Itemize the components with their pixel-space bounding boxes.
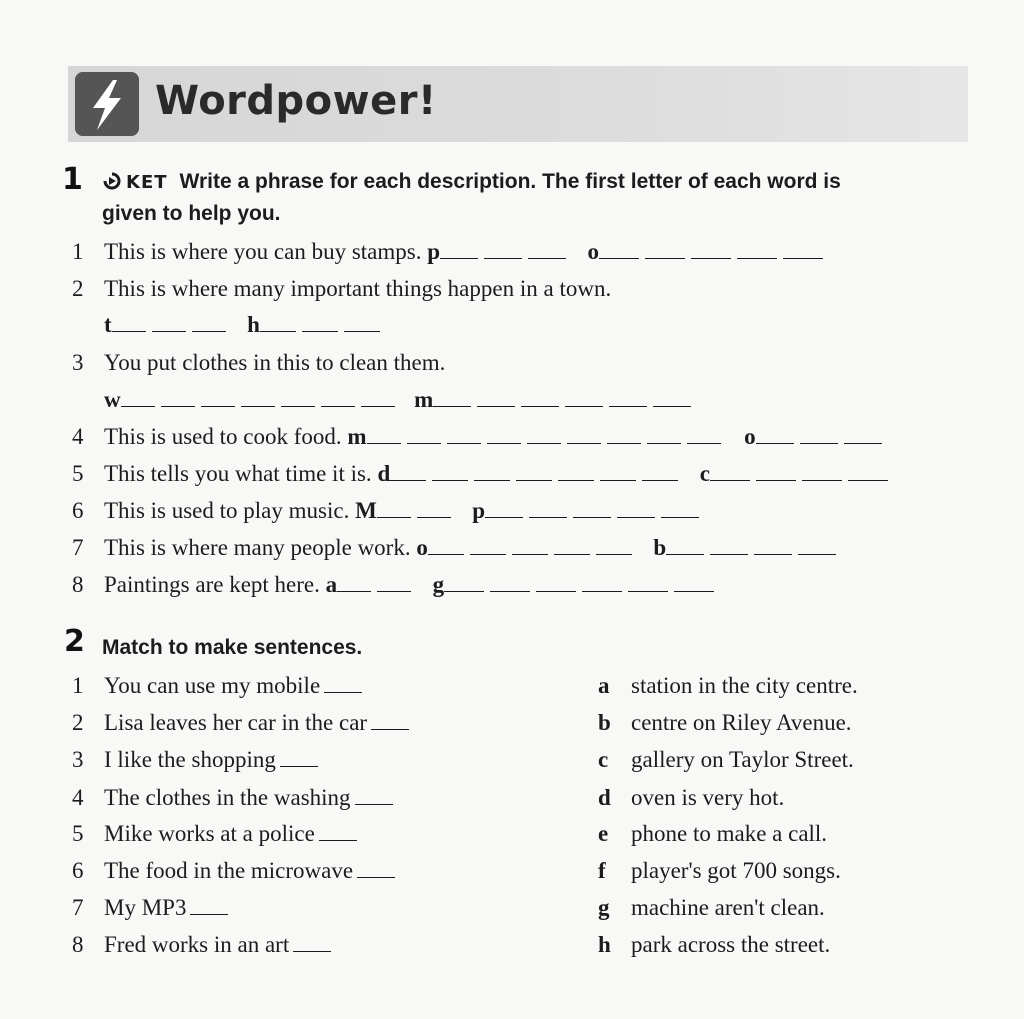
answer-blank-2[interactable] bbox=[710, 461, 888, 486]
ket-tag: KET bbox=[126, 172, 168, 193]
item-number: 1 bbox=[72, 239, 84, 264]
item-text: Mike works at a police bbox=[104, 821, 315, 846]
ex2-right-a: station in the city centre. bbox=[631, 673, 858, 698]
answer-blank[interactable] bbox=[371, 728, 409, 730]
answer-blank-2[interactable] bbox=[433, 387, 691, 412]
first-letter: t bbox=[104, 312, 112, 337]
page-title: Wordpower! bbox=[155, 78, 437, 124]
ex1-item-3-answer bbox=[104, 387, 691, 413]
answer-blank-2[interactable] bbox=[485, 498, 699, 523]
first-letter: o bbox=[744, 424, 756, 449]
item-number: 2 bbox=[72, 276, 84, 301]
answer-blank[interactable] bbox=[280, 765, 318, 767]
first-letter: b bbox=[653, 535, 667, 560]
ex2-right-b: centre on Riley Avenue. bbox=[631, 710, 852, 735]
instruction-line-1: Write a phrase for each description. The first letter of each word is bbox=[179, 170, 841, 193]
item-text: Paintings are kept here. bbox=[104, 572, 320, 597]
item-text: This is used to play music. bbox=[104, 498, 350, 523]
exercise-1-instruction bbox=[102, 170, 841, 194]
answer-blank-1[interactable] bbox=[121, 387, 395, 412]
first-letter: h bbox=[247, 312, 260, 337]
item-text: I like the shopping bbox=[104, 747, 276, 772]
answer-blank-1[interactable] bbox=[337, 572, 411, 597]
answer-blank[interactable] bbox=[319, 839, 357, 841]
item-text: This is used to cook food. bbox=[104, 424, 342, 449]
exercise-1-number: 1 bbox=[62, 162, 83, 197]
ex1-item-4 bbox=[104, 424, 882, 450]
answer-blank-1[interactable] bbox=[367, 424, 721, 449]
first-letter: o bbox=[416, 535, 428, 560]
ex2-left-1 bbox=[104, 673, 362, 699]
option-letter: e bbox=[598, 821, 609, 846]
option-letter: g bbox=[598, 895, 610, 920]
item-text: This is where many people work. bbox=[104, 535, 411, 560]
item-number: 8 bbox=[72, 572, 84, 597]
first-letter: o bbox=[587, 239, 600, 264]
item-number: 7 bbox=[72, 535, 84, 560]
exercise-2-number: 2 bbox=[64, 624, 85, 659]
item-text: You can use my mobile bbox=[104, 673, 321, 698]
option-letter: b bbox=[598, 710, 611, 735]
item-number: 5 bbox=[72, 461, 84, 486]
ex2-left-2 bbox=[104, 710, 409, 736]
answer-blank[interactable] bbox=[324, 691, 362, 693]
item-number: 3 bbox=[72, 747, 84, 772]
option-letter: c bbox=[598, 747, 609, 772]
item-text: This is where you can buy stamps. bbox=[104, 239, 422, 264]
item-text: The food in the microwave bbox=[104, 858, 354, 883]
item-text: This tells you what time it is. bbox=[104, 461, 372, 486]
ex1-item-8 bbox=[104, 572, 714, 598]
item-text: Fred works in an art bbox=[104, 932, 290, 957]
ex1-item-3: You put clothes in this to clean them. bbox=[104, 350, 446, 375]
item-text: The clothes in the washing bbox=[104, 785, 351, 810]
item-text: Lisa leaves her car in the car bbox=[104, 710, 368, 735]
answer-blank[interactable] bbox=[355, 803, 393, 805]
first-letter: p bbox=[427, 239, 441, 264]
answer-blank[interactable] bbox=[293, 950, 331, 952]
answer-blank-2[interactable] bbox=[260, 312, 380, 337]
answer-blank-1[interactable] bbox=[390, 461, 678, 486]
answer-blank-2[interactable] bbox=[666, 535, 836, 560]
ex1-item-2-answer bbox=[104, 312, 380, 338]
item-number: 4 bbox=[72, 785, 84, 810]
item-number: 1 bbox=[72, 673, 84, 698]
item-number: 4 bbox=[72, 424, 84, 449]
ex1-item-2: This is where many important things happen in a town. bbox=[104, 276, 612, 301]
first-letter: p bbox=[472, 498, 486, 523]
ex1-item-5 bbox=[104, 461, 888, 487]
ex2-right-h: park across the street. bbox=[631, 932, 831, 957]
ex2-left-4 bbox=[104, 785, 393, 811]
ex2-right-c: gallery on Taylor Street. bbox=[631, 747, 854, 772]
item-number: 3 bbox=[72, 350, 84, 375]
first-letter: d bbox=[377, 461, 391, 486]
ex1-item-6 bbox=[104, 498, 699, 524]
exercise-2-instruction: Match to make sentences. bbox=[102, 636, 363, 659]
option-letter: d bbox=[598, 785, 611, 810]
ex2-left-8 bbox=[104, 932, 331, 958]
first-letter: m bbox=[347, 424, 367, 449]
ex2-left-7 bbox=[104, 895, 228, 921]
ex2-left-5 bbox=[104, 821, 357, 847]
item-number: 2 bbox=[72, 710, 84, 735]
lightning-bolt-icon bbox=[75, 72, 139, 136]
ex2-right-e: phone to make a call. bbox=[631, 821, 828, 846]
ex2-right-f: player's got 700 songs. bbox=[631, 858, 841, 883]
ex1-item-1 bbox=[104, 239, 823, 265]
first-letter: c bbox=[699, 461, 710, 486]
option-letter: a bbox=[598, 673, 610, 698]
exercise-1-instruction-2: given to help you. bbox=[102, 202, 281, 225]
first-letter: w bbox=[104, 387, 121, 412]
answer-blank-1[interactable] bbox=[440, 239, 566, 264]
ex2-right-g: machine aren't clean. bbox=[631, 895, 825, 920]
answer-blank-2[interactable] bbox=[444, 572, 714, 597]
answer-blank-1[interactable] bbox=[112, 312, 226, 337]
ex2-right-d: oven is very hot. bbox=[631, 785, 785, 810]
first-letter: g bbox=[432, 572, 445, 597]
item-text: My MP3 bbox=[104, 895, 187, 920]
option-letter: f bbox=[598, 858, 606, 883]
option-letter: h bbox=[598, 932, 611, 957]
item-number: 8 bbox=[72, 932, 84, 957]
item-number: 5 bbox=[72, 821, 84, 846]
ex1-item-7 bbox=[104, 535, 836, 561]
answer-blank-2[interactable] bbox=[599, 239, 823, 264]
ex2-left-3 bbox=[104, 747, 318, 773]
ex2-left-6 bbox=[104, 858, 395, 884]
item-number: 6 bbox=[72, 498, 84, 523]
item-number: 6 bbox=[72, 858, 84, 883]
first-letter: a bbox=[325, 572, 338, 597]
first-letter: m bbox=[414, 387, 434, 412]
answer-blank-1[interactable] bbox=[428, 535, 632, 560]
arrow-circle-icon bbox=[102, 172, 122, 190]
answer-blank[interactable] bbox=[190, 913, 228, 915]
answer-blank-2[interactable] bbox=[756, 424, 882, 449]
answer-blank-1[interactable] bbox=[377, 498, 451, 523]
answer-blank[interactable] bbox=[357, 876, 395, 878]
item-number: 7 bbox=[72, 895, 84, 920]
first-letter: M bbox=[355, 498, 377, 523]
